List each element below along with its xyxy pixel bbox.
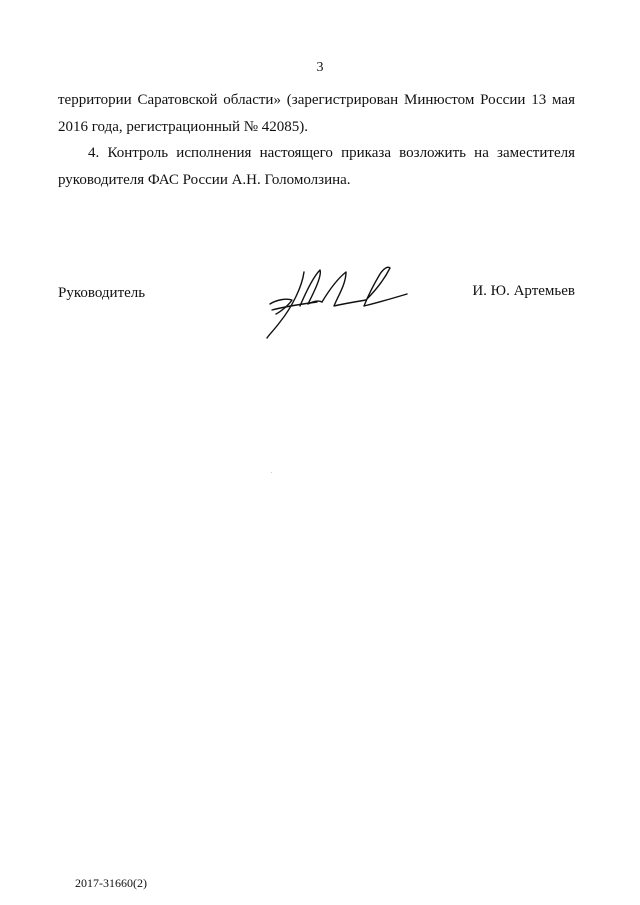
handwritten-signature [262,262,412,342]
document-registration-code: 2017-31660(2) [75,876,147,890]
scan-speck [271,472,272,473]
signer-name: И. Ю. Артемьев [472,283,575,299]
paragraph-item-4: 4. Контроль исполнения настоящего приказа возложить на заместителя руководителя ФАС России А.Н. Голомолзина. [58,145,575,188]
page-number: 3 [316,60,324,75]
paragraph-continuation: территории Саратовской области» (зарегистрирован Минюстом России 13 мая 2016 года, регистрационный № 42085). [58,92,575,135]
signer-title: Руководитель [58,285,146,301]
